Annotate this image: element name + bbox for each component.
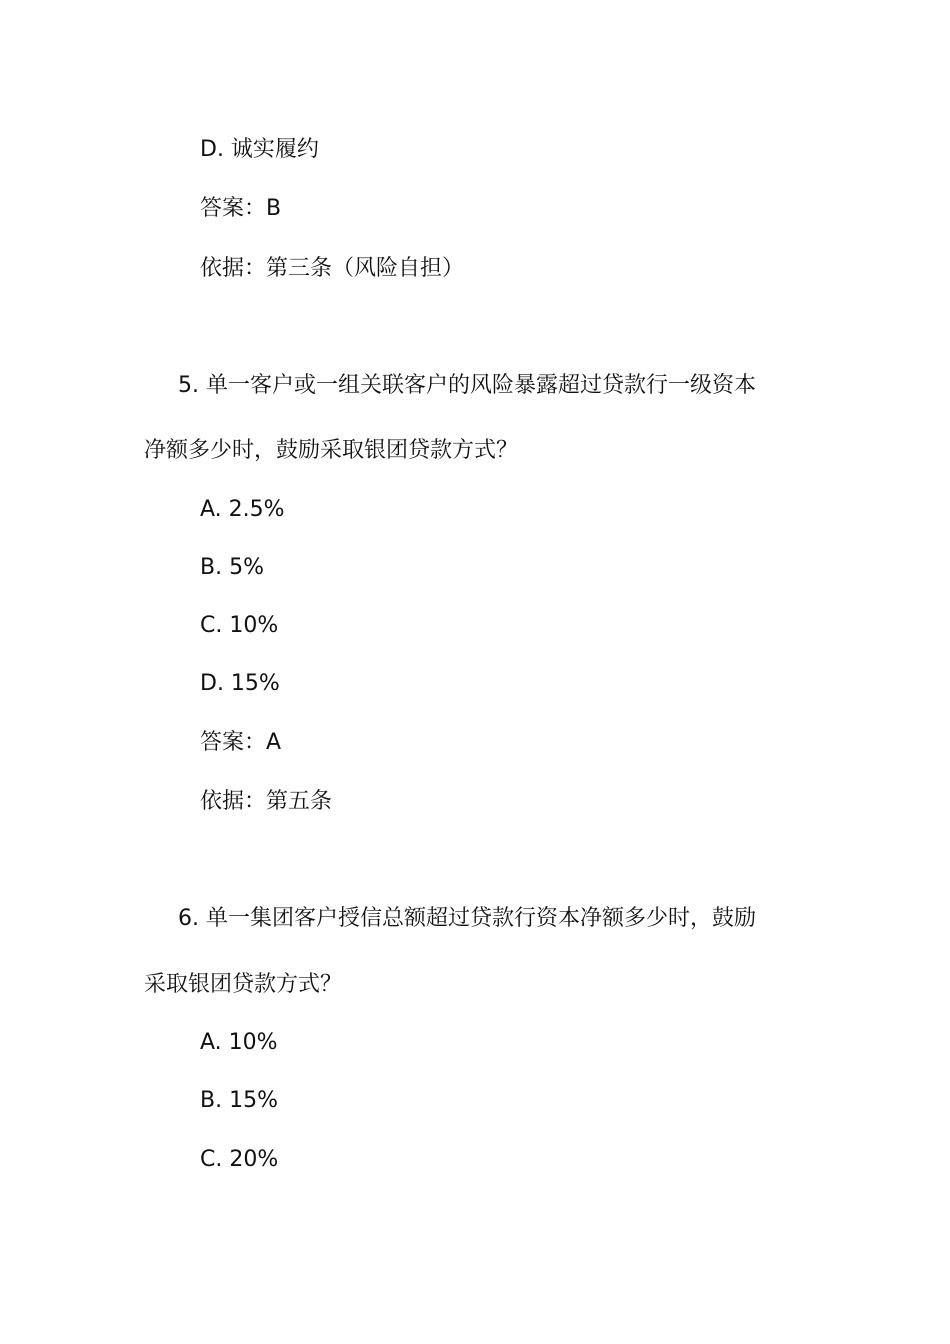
question-5-answer: 答案：A xyxy=(200,730,282,755)
question-6-text-line2: 采取银团贷款方式？ xyxy=(144,972,343,997)
question-6-option-b: B. 15% xyxy=(200,1088,278,1113)
question-5-text-line1: 5. 单一客户或一组关联客户的风险暴露超过贷款行一级资本 xyxy=(178,373,756,398)
question-5-option-d: D. 15% xyxy=(200,671,280,696)
prev-option-d: D. 诚实履约 xyxy=(200,137,319,162)
question-6-option-c: C. 20% xyxy=(200,1147,279,1172)
prev-answer: 答案：B xyxy=(200,196,282,221)
prev-basis: 依据：第三条（风险自担） xyxy=(200,256,465,281)
question-6-text-line1: 6. 单一集团客户授信总额超过贷款行资本净额多少时，鼓励 xyxy=(178,906,756,931)
question-6-option-a: A. 10% xyxy=(200,1030,278,1055)
question-5-option-c: C. 10% xyxy=(200,613,279,638)
question-5-option-b: B. 5% xyxy=(200,555,264,580)
question-5-text-line2: 净额多少时，鼓励采取银团贷款方式？ xyxy=(144,438,519,463)
question-5-basis: 依据：第五条 xyxy=(200,789,333,814)
question-5-option-a: A. 2.5% xyxy=(200,497,285,522)
